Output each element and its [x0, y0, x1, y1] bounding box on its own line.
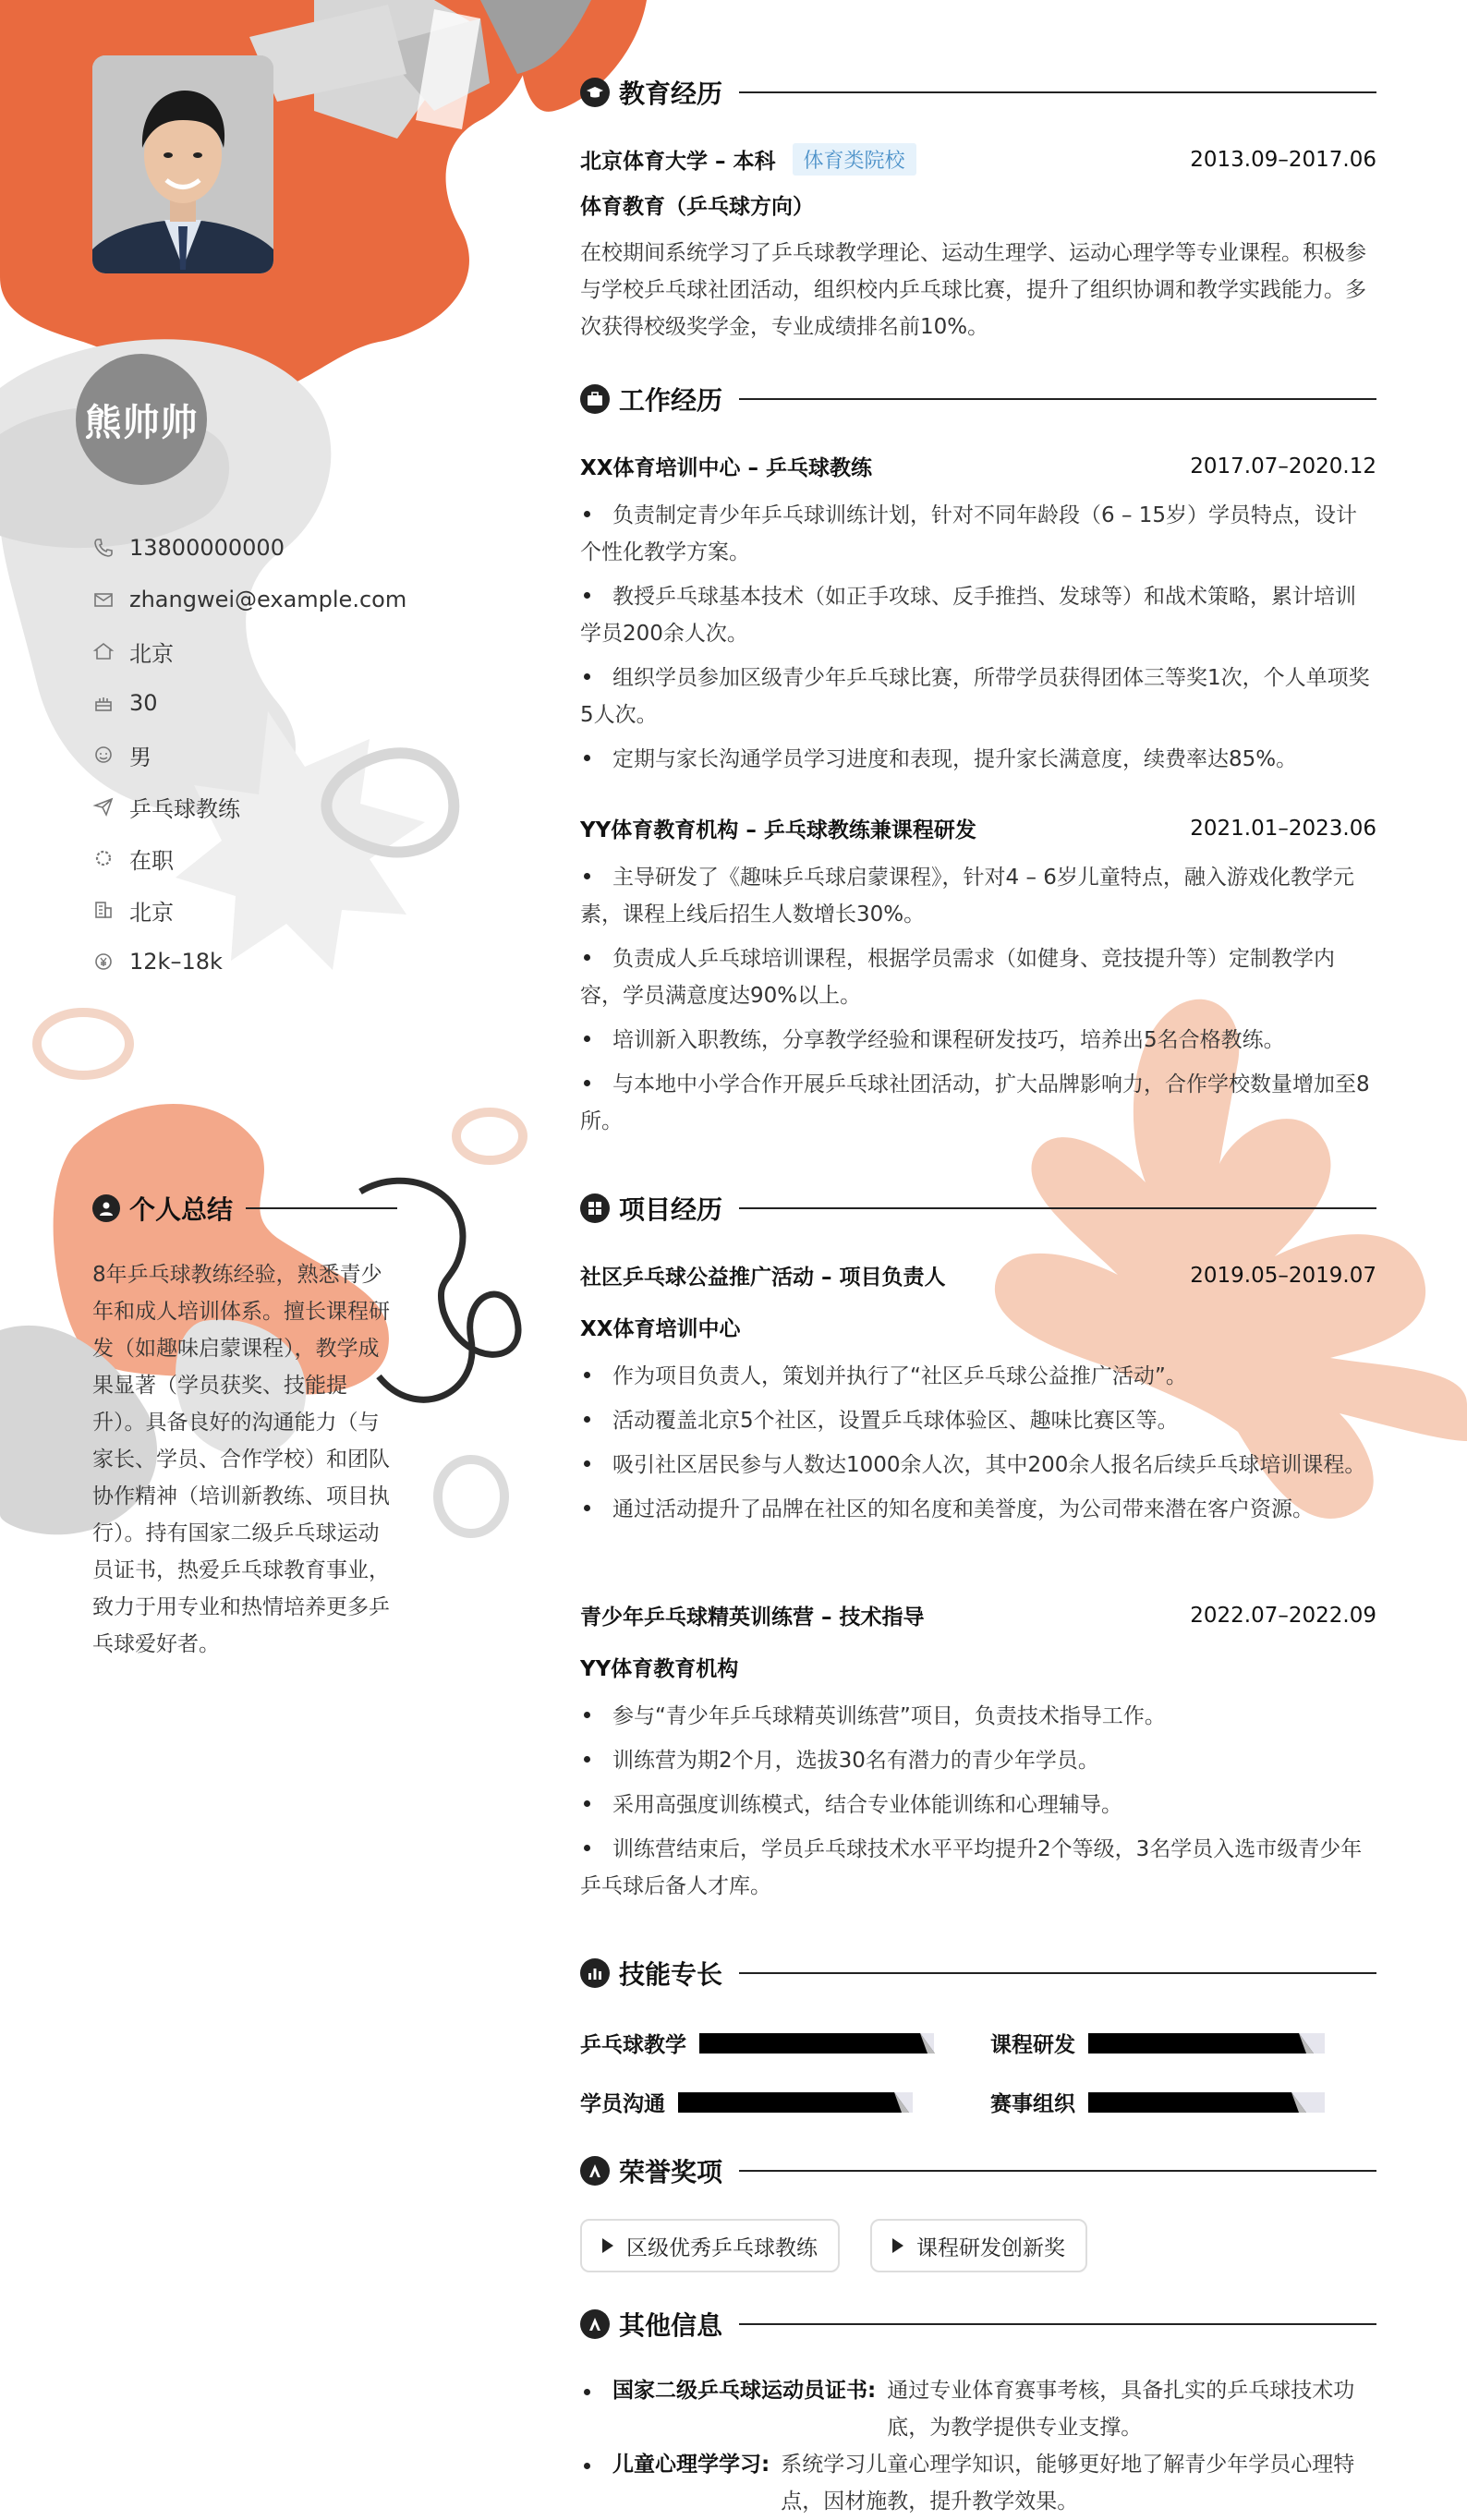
list-item: 参与“青少年乒乓球精英训练营”项目，负责技术指导工作。 [580, 1698, 1376, 1735]
school-tag: 体育类院校 [793, 143, 916, 176]
section-divider [739, 2323, 1376, 2325]
major: 体育教育（乒乓球方向） [580, 195, 814, 219]
skill-fill [1088, 2092, 1282, 2113]
skill-bar [678, 2092, 913, 2113]
section-title: 工作经历 [619, 385, 723, 416]
skill-fill-tip [1290, 2033, 1314, 2054]
skill-fill [1088, 2033, 1290, 2054]
job-title: XX体育培训中心 – 乒乓球教练 [580, 456, 872, 480]
section-title: 其他信息 [619, 2310, 723, 2341]
info-text: 北京 [129, 899, 174, 926]
project-row [580, 1260, 1376, 1290]
section-divider [739, 2170, 1376, 2172]
project-org: XX体育培训中心 [580, 1317, 741, 1341]
skill-fill-tip [885, 2092, 909, 2113]
list-item: 吸引社区居民参与人数达1000余人次，其中200余人报名后续乒乓球培训课程。 [580, 1447, 1376, 1484]
project-org: YY体育教育机构 [580, 1657, 739, 1681]
contact-info-list [92, 522, 406, 987]
skill-bar [1088, 2033, 1325, 2054]
education-description: 在校期间系统学习了乒乓球教学理论、运动生理学、运动心理学等专业课程。积极参与学校乒乓球社团活动，组织校内乒乓球比赛，提升了组织协调和教学实践能力。多次获得校级奖学金，专业成绩排名前10%。 [580, 241, 1366, 339]
briefcase-icon [580, 384, 610, 414]
education-section-header [580, 72, 1376, 113]
graduation-cap-icon [580, 78, 610, 107]
list-item: 定期与家长沟通学员学习进度和表现，提升家长满意度，续费率达85%。 [580, 741, 1376, 778]
info-email [92, 574, 406, 625]
summary-text: 8年乒乓球教练经验，熟悉青少年和成人培训体系。擅长课程研发（如趣味启蒙课程），教学成果显著（学员获奖、技能提升）。具备良好的沟通能力（与家长、学员、合作学校）和团队协作精神（培训新教练、项目执行）。持有国家二级乒乓球运动员证书，热爱乒乓球教育事业，致力于用专业和热情培养更多乒乓球爱好者。 [92, 1263, 390, 1656]
skill-bar [1088, 2092, 1325, 2113]
award-chip [580, 2219, 840, 2272]
info-text: 30 [129, 690, 158, 716]
face-icon [92, 744, 115, 766]
skill-fill-tip [911, 2033, 935, 2054]
project-title: 社区乒乓球公益推广活动 – 项目负责人 [580, 1266, 946, 1290]
job-duties [580, 859, 1376, 1147]
info-text: 男 [129, 744, 152, 770]
project-date: 2022.07–2022.09 [1190, 1603, 1376, 1628]
info-gender [92, 729, 406, 781]
award-label: 课程研发创新奖 [916, 2235, 1065, 2260]
projects-section-header [580, 1188, 1376, 1229]
info-city [92, 884, 406, 936]
send-icon [92, 795, 115, 818]
list-item: 训练营结束后，学员乒乓球技术水平平均提升2个等级，3名学员入选市级青少年乒乓球后备人才库。 [580, 1837, 1363, 1898]
section-divider [739, 91, 1376, 93]
skill-fill [699, 2033, 911, 2054]
info-status [92, 832, 406, 884]
info-icon [580, 2309, 610, 2339]
job-title: YY体育教育机构 – 乒乓球教练兼课程研发 [580, 818, 976, 842]
skill-bar [699, 2033, 934, 2054]
home-icon [92, 640, 115, 662]
info-text: 在职 [129, 847, 174, 874]
other-item [580, 2446, 1376, 2520]
skill-name: 课程研发 [990, 2033, 1075, 2057]
other-label: 儿童心理学学习: [612, 2453, 770, 2477]
skill-fill [678, 2092, 885, 2113]
skill-fill-tip [1282, 2092, 1306, 2113]
list-item: 采用高强度训练模式，结合专业体能训练和心理辅导。 [580, 1787, 1376, 1823]
list-item: 教授乒乓球基本技术（如正手攻球、反手推挡、发球等）和战术策略，累计培训学员200余人次。 [580, 585, 1356, 646]
list-item: 负责制定青少年乒乓球训练计划，针对不同年龄段（6 – 15岁）学员特点，设计个性化教学方案。 [580, 503, 1358, 564]
cake-icon [92, 692, 115, 714]
section-divider [739, 1972, 1376, 1974]
skill-name: 乒乓球教学 [580, 2033, 686, 2057]
award-icon [580, 2156, 610, 2186]
skills-section-header [580, 1953, 1376, 1993]
info-age [92, 677, 406, 729]
other-section-header [580, 2304, 1376, 2344]
award-label: 区级优秀乒乓球教练 [626, 2235, 818, 2260]
project-title: 青少年乒乓球精英训练营 – 技术指导 [580, 1605, 925, 1630]
mail-icon [92, 588, 115, 611]
triangle-icon [602, 2238, 613, 2253]
list-item: 与本地中小学合作开展乒乓球社团活动，扩大品牌影响力，合作学校数量增加至8所。 [580, 1072, 1370, 1133]
yen-icon [92, 951, 115, 973]
list-item: 组织学员参加区级青少年乒乓球比赛，所带学员获得团体三等奖1次，个人单项奖5人次。 [580, 666, 1370, 727]
other-text: 系统学习儿童心理学知识，能够更好地了解青少年学员心理特点，因材施教，提升教学效果。 [781, 2453, 1355, 2514]
section-title: 教育经历 [619, 79, 723, 109]
grid-icon [580, 1193, 610, 1223]
bar-chart-icon [580, 1958, 610, 1988]
list-item: 主导研发了《趣味乒乓球启蒙课程》，针对4 – 6岁儿童特点，融入游戏化教学元素，课程上线后招生人数增长30%。 [580, 866, 1354, 927]
section-divider [739, 1207, 1376, 1209]
building-icon [92, 899, 115, 921]
job-date: 2017.07–2020.12 [1190, 454, 1376, 479]
list-item: 活动覆盖北京5个社区，设置乒乓球体验区、趣味比赛区等。 [580, 1402, 1376, 1439]
school-name: 北京体育大学 – 本科 [580, 150, 776, 174]
profile-photo [92, 55, 273, 273]
section-title: 个人总结 [129, 1194, 234, 1225]
name-badge [76, 354, 207, 485]
triangle-icon [892, 2238, 903, 2253]
section-title: 技能专长 [619, 1959, 723, 1990]
info-text: 12k–18k [129, 949, 223, 975]
info-text: 13800000000 [129, 535, 285, 561]
section-divider [739, 398, 1376, 400]
skill-item [990, 2087, 1325, 2117]
list-item: 作为项目负责人，策划并执行了“社区乒乓球公益推广活动”。 [580, 1358, 1376, 1395]
other-text: 通过专业体育赛事考核，具备扎实的乒乓球技术功底，为教学提供专业支撑。 [887, 2379, 1355, 2440]
info-address [92, 625, 406, 677]
other-item [580, 2372, 1376, 2446]
job-duties [580, 497, 1376, 785]
summary-section-header [92, 1190, 397, 1227]
award-chip [870, 2219, 1087, 2272]
skill-item [580, 2087, 913, 2117]
project-row [580, 1600, 1376, 1630]
work-section-header [580, 379, 1376, 419]
section-title: 项目经历 [619, 1194, 723, 1225]
list-item: 负责成人乒乓球培训课程，根据学员需求（如健身、竞技提升等）定制教学内容，学员满意度达90%以上。 [580, 947, 1335, 1008]
skill-name: 赛事组织 [990, 2092, 1075, 2116]
education-row [580, 143, 1376, 176]
skill-item [580, 2028, 934, 2058]
section-divider [246, 1207, 397, 1209]
phone-icon [92, 537, 115, 559]
job-row [580, 451, 1376, 481]
info-text: 乒乓球教练 [129, 795, 240, 822]
project-details [580, 1698, 1376, 1912]
info-phone [92, 522, 406, 574]
skill-name: 学员沟通 [580, 2092, 665, 2116]
project-details [580, 1358, 1376, 1535]
section-title: 荣誉奖项 [619, 2157, 723, 2187]
job-date: 2021.01–2023.06 [1190, 816, 1376, 841]
candidate-name: 熊帅帅 [84, 401, 199, 444]
user-icon [92, 1194, 120, 1222]
education-date: 2013.09–2017.06 [1190, 147, 1376, 172]
list-item: 训练营为期2个月，选拔30名有潜力的青少年学员。 [580, 1742, 1376, 1779]
info-position [92, 781, 406, 832]
info-text: zhangwei@example.com [129, 587, 407, 612]
status-icon [92, 847, 115, 869]
skill-item [990, 2028, 1325, 2058]
awards-section-header [580, 2150, 1376, 2191]
info-salary [92, 936, 406, 987]
project-date: 2019.05–2019.07 [1190, 1263, 1376, 1288]
list-item: 通过活动提升了品牌在社区的知名度和美誉度，为公司带来潜在客户资源。 [580, 1491, 1376, 1528]
job-row [580, 813, 1376, 843]
list-item: 培训新入职教练，分享教学经验和课程研发技巧，培养出5名合格教练。 [580, 1022, 1376, 1059]
info-text: 北京 [129, 640, 174, 667]
person-avatar-icon [92, 55, 273, 273]
other-label: 国家二级乒乓球运动员证书: [612, 2379, 877, 2403]
